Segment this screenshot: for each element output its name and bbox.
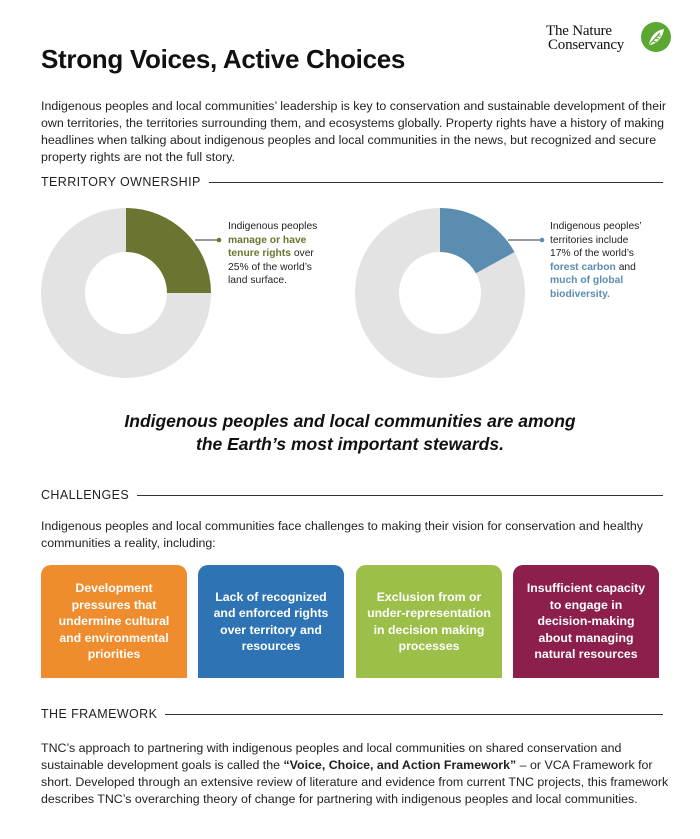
framework-highlight: “Voice, Choice, and Action Framework” [283, 758, 517, 772]
challenges-intro: Indigenous peoples and local communities face challenges to making their vision for conservation and healthy communities a reality, including: [41, 519, 643, 550]
challenge-card-label: Development pressures that undermine cultural and environmental priorities [58, 581, 170, 662]
stewards-statement [60, 410, 640, 456]
challenge-card-exclusion [356, 565, 502, 678]
challenge-card-label: Insufficient capacity to engage in decision-making about managing natural resources [526, 581, 646, 662]
challenge-card-insufficient-capacity [513, 565, 659, 678]
forest-carbon-caption [550, 220, 650, 301]
framework-paragraph [41, 740, 681, 808]
caption-left-highlight: manage or have tenure rights [228, 234, 307, 259]
nature-conservancy-logo[interactable] [530, 16, 680, 66]
framework-label: THE FRAMEWORK [41, 707, 158, 721]
caption-right-mid: and [618, 261, 636, 273]
territory-ownership-heading [41, 174, 663, 190]
land-surface-caption [228, 220, 328, 288]
challenges-label: CHALLENGES [41, 488, 130, 502]
logo-line-2: Conservancy [548, 37, 625, 53]
caption-right-pre: Indigenous peoples’ territories include 17% of the world’s [550, 221, 642, 259]
framework-text-pre: TNC’s approach to partnering with indigenous peoples and local communities on shared conservation and sustainable development goals is called the [41, 741, 622, 772]
page-title: Strong Voices, Active Choices [41, 44, 406, 74]
section-rule [165, 714, 663, 715]
challenges-heading [41, 487, 663, 503]
challenge-card-label: Lack of recognized and enforced rights over territory and resources [213, 589, 329, 653]
caption-left-post: over 25% of the world’s land surface. [228, 248, 314, 286]
territory-ownership-label: TERRITORY OWNERSHIP [41, 175, 201, 189]
framework-heading [41, 706, 663, 722]
left-leader-line [195, 234, 225, 246]
land-surface-slice [126, 208, 211, 293]
challenge-card-lack-of-rights [198, 565, 344, 678]
right-leader-line [508, 234, 548, 246]
statement-line-1: Indigenous peoples and local communities are among [124, 411, 576, 431]
caption-right-highlight-2: much of global biodiversity. [550, 275, 624, 300]
challenge-card-development-pressures [41, 565, 187, 678]
section-rule [137, 495, 663, 496]
logo-line-1: The Nature [546, 23, 612, 39]
challenge-card-label: Exclusion from or under-representation in decision making processes [367, 589, 491, 653]
framework-text-post: – or VCA Framework for short. Developed through an extensive review of literature and evidence from current TNC projects, this framework describes TNC’s overarching theory of change for partnering with indigenous peoples and local communities. [41, 758, 669, 806]
caption-right-highlight-1: forest carbon [550, 261, 616, 273]
caption-left-pre: Indigenous peoples [228, 221, 318, 232]
land-surface-donut-chart [41, 208, 211, 378]
statement-line-2: the Earth’s most important stewards. [196, 434, 504, 454]
section-rule [209, 182, 663, 183]
forest-carbon-donut-chart [355, 208, 525, 378]
oak-leaf-icon [640, 21, 672, 53]
intro-paragraph: Indigenous peoples and local communities’ leadership is key to conservation and sustainable development of their own territories, the territories surrounding them, and ecosystems globally. Property rights have a history of making headlines when talking about indigenous peoples and local communities in the news, but recognized and secure property rights are not the full story. [41, 99, 666, 164]
logo-wordmark [546, 24, 624, 52]
